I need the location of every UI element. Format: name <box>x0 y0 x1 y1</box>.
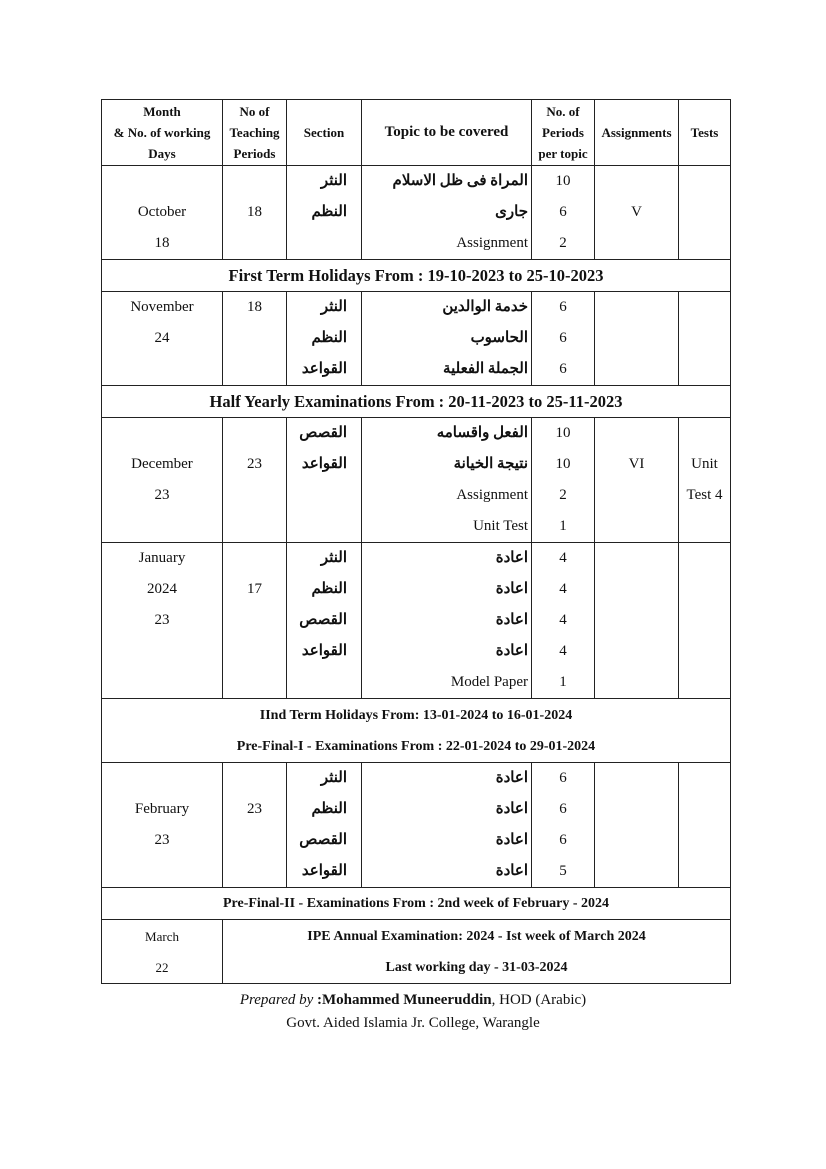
header-per-topic: No. of Periods per topic <box>532 100 595 166</box>
month-cell: November 24 <box>102 292 223 386</box>
footer <box>0 989 826 1035</box>
topic-cell: اعادة اعادة اعادة اعادة Model Paper <box>362 543 532 699</box>
section-cell: النثر النظم القواعد <box>287 292 362 386</box>
ipe-annual-exam: IPE Annual Examination: 2024 - Ist week of March 2024 <box>307 928 646 944</box>
banner-row <box>102 260 731 292</box>
topic-cell: اعادة اعادة اعادة اعادة <box>362 763 532 888</box>
annual-exam-cell <box>223 920 731 984</box>
tests-cell <box>679 543 731 699</box>
per-topic-cell: 4 4 4 4 1 <box>532 543 595 699</box>
month-row-october <box>102 166 731 260</box>
assignment-cell <box>595 763 679 888</box>
author-role: , HOD (Arabic) <box>491 992 587 1008</box>
half-yearly-exams: Half Yearly Examinations From : 20-11-2023 to 25-11-2023 <box>102 386 731 418</box>
section-cell: النثر النظم القصص القواعد <box>287 543 362 699</box>
author-name: :Mohammed Muneeruddin <box>317 992 492 1008</box>
assignment-cell: V <box>595 166 679 260</box>
topic-cell: خدمة الوالدين الحاسوب الجملة الفعلية <box>362 292 532 386</box>
assignment-cell <box>595 292 679 386</box>
syllabus-table <box>101 99 731 984</box>
periods-cell: 17 <box>223 543 287 699</box>
section-cell: النثر النظم <box>287 166 362 260</box>
tests-cell <box>679 166 731 260</box>
month-row-january <box>102 543 731 699</box>
topic-cell: الفعل واقسامه نتيجة الخيانة Assignment Unit Test <box>362 418 532 543</box>
last-working-day: Last working day - 31-03-2024 <box>385 959 568 975</box>
header-row <box>102 100 731 166</box>
month-row-march <box>102 920 731 984</box>
prepared-by-label: Prepared by <box>239 992 314 1008</box>
tests-cell <box>679 292 731 386</box>
periods-cell: 23 <box>223 418 287 543</box>
per-topic-cell: 10 6 2 <box>532 166 595 260</box>
month-row-november <box>102 292 731 386</box>
periods-cell: 18 <box>223 292 287 386</box>
month-cell: October 18 <box>102 166 223 260</box>
assignment-cell: VI <box>595 418 679 543</box>
college-name: Govt. Aided Islamia Jr. College, Warangle <box>286 1015 540 1031</box>
pre-final-1-exams: Pre-Final-I - Examinations From : 22-01-2024 to 29-01-2024 <box>236 738 596 754</box>
periods-cell: 18 <box>223 166 287 260</box>
banner-row <box>102 386 731 418</box>
banner-row <box>102 699 731 763</box>
assignment-cell <box>595 543 679 699</box>
holidays-and-prefinal-banner <box>102 699 731 763</box>
month-row-february <box>102 763 731 888</box>
tests-cell <box>679 763 731 888</box>
month-cell: December 23 <box>102 418 223 543</box>
month-cell: March 22 <box>102 920 223 984</box>
month-cell: February 23 <box>102 763 223 888</box>
tests-cell: Unit Test 4 <box>679 418 731 543</box>
topic-cell: المراة فی ظل الاسلام جاری Assignment <box>362 166 532 260</box>
banner-row <box>102 888 731 920</box>
header-tests: Tests <box>679 100 731 166</box>
second-term-holidays: IInd Term Holidays From: 13-01-2024 to 16-01-2024 <box>259 707 573 723</box>
header-section: Section <box>287 100 362 166</box>
per-topic-cell: 6 6 6 5 <box>532 763 595 888</box>
periods-cell: 23 <box>223 763 287 888</box>
per-topic-cell: 6 6 6 <box>532 292 595 386</box>
header-topic: Topic to be covered <box>362 100 532 166</box>
first-term-holidays: First Term Holidays From : 19-10-2023 to 25-10-2023 <box>102 260 731 292</box>
header-month: Month & No. of working Days <box>102 100 223 166</box>
month-row-december <box>102 418 731 543</box>
prepared-by-line <box>0 989 826 1012</box>
header-periods: No of Teaching Periods <box>223 100 287 166</box>
section-cell: القصص القواعد <box>287 418 362 543</box>
header-assignments: Assignments <box>595 100 679 166</box>
pre-final-2-exams: Pre-Final-II - Examinations From : 2nd week of February - 2024 <box>102 888 731 920</box>
per-topic-cell: 10 10 2 1 <box>532 418 595 543</box>
section-cell: النثر النظم القصص القواعد <box>287 763 362 888</box>
month-cell: January 2024 23 <box>102 543 223 699</box>
